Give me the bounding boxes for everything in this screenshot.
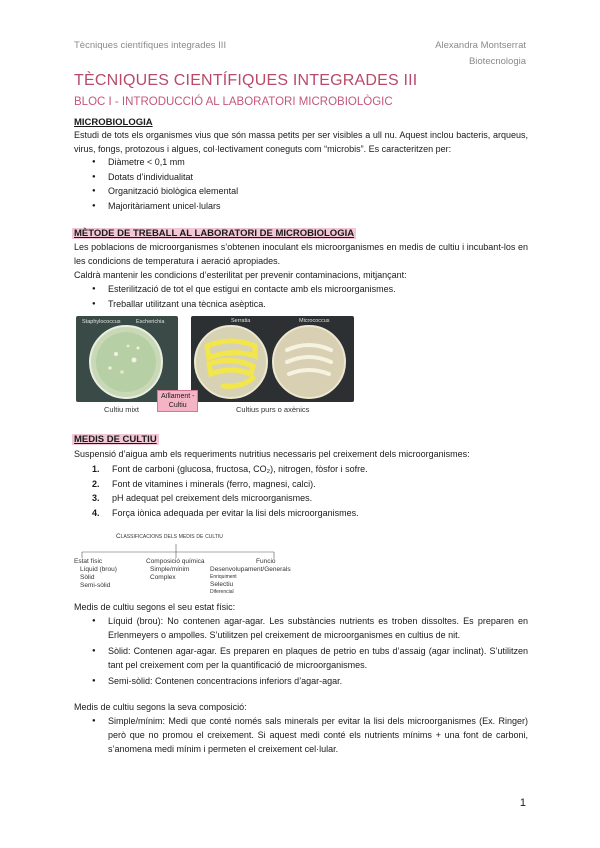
diagram-title: Classificacions dels medis de cultiu <box>116 533 223 540</box>
diagram-item: Desenvolupament/Generals <box>210 566 291 573</box>
diagram-col-chemical-head: Composició química <box>146 558 205 565</box>
diagram-col-function-head: Funció <box>256 558 276 565</box>
list-item: 2. Font de vitamines i minerals (ferro, magnesi, calci). <box>92 478 316 489</box>
page-title: TÈCNIQUES CIENTÍFIQUES INTEGRADES III <box>74 72 418 89</box>
plate-label: Micrococcus <box>299 318 330 324</box>
diagram-item: Enriquiment <box>210 574 237 580</box>
isolation-tag-line1: Aïllament - <box>161 393 195 400</box>
composicio-intro: Medis de cultiu segons la seva composició: <box>74 702 247 712</box>
diagram-item: Semi-sòlid <box>80 582 111 589</box>
list-item: ● Dotats d’individualitat <box>92 170 238 185</box>
isolation-tag <box>157 390 198 412</box>
section-metode-heading: MÈTODE DE TREBALL AL LABORATORI DE MICROBIOLOGIA <box>74 228 355 239</box>
microbiologia-text: Estudi de tots els organismes vius que són massa petits per ser visibles a ull nu. Aquest inclou bacteris, arqueus, virus, fongs, protozous i algues, col·lectivament coneguts com “microbis”. Es caracteritzen per: <box>74 130 528 154</box>
list-item: ● Líquid (brou): No contenen agar-agar. Les substàncies nutrients es troben dissoltes. Es preparen en Erlenmeyers o ampolles. S’utilitzen pel creixement de microorganismes en cultius de nit. <box>92 614 528 642</box>
diagram-item: Selectiu <box>210 581 234 588</box>
header-author: Alexandra Montserrat <box>435 40 526 51</box>
metode-text-2: Caldrà mantenir les condicions d’esterilitat per prevenir contaminacions, mitjançant: <box>74 270 407 280</box>
list-item: ● Esterilització de tot el que estigui en contacte amb els microorganismes. <box>92 282 396 297</box>
list-item: 4. Força iònica adequada per evitar la lisi dels microorganismes. <box>92 507 359 518</box>
mixed-culture-caption: Cultiu mixt <box>104 405 140 414</box>
metode-list <box>92 282 396 311</box>
header-program: Biotecnologia <box>468 56 526 67</box>
isolation-tag-line2: Cultiu <box>168 402 187 409</box>
section-medis-heading: MEDIS DE CULTIU <box>74 434 157 445</box>
composicio-list <box>92 714 528 758</box>
list-item: ● Majoritàriament unicel·lulars <box>92 199 238 214</box>
estat-list <box>92 614 528 690</box>
list-item: ● Sòlid: Contenen agar-agar. Es preparen en plaques de petrio en tubs d’assaig (agar inclinat). S’utilitzen tant pel creixement com per la quantificació de microorganismes. <box>92 644 528 672</box>
microbiologia-list <box>92 155 238 213</box>
list-item: ● Simple/mínim: Medi que conté només sals minerals per evitar la lisi dels microorganismes (Ex. Ringer) però que no promou el creixement. Si aquest medi conté els nutrients mínims + una font de carboni, s’anomena medi mínim i permeten el creixement cel·lular. <box>92 714 528 756</box>
plate-label: Escherichia <box>136 319 165 325</box>
medis-list <box>92 462 368 520</box>
list-item: ● Treballar utilitzant una tècnica asèptica. <box>92 297 396 312</box>
list-item: ● Organització biològica elemental <box>92 184 238 199</box>
plate-label: Staphylococcus <box>82 319 121 325</box>
diagram-item: Simple/mínim <box>150 566 190 573</box>
list-item: 3. pH adequat pel creixement dels microorganismes. <box>92 493 313 503</box>
list-item: ● Semi-sòlid: Contenen concentracions inferiors d’agar-agar. <box>92 674 528 688</box>
page-number: 1 <box>519 797 526 809</box>
list-item: ● Diàmetre < 0,1 mm <box>92 155 238 170</box>
header-doc-title: Tècniques científiques integrades III <box>74 40 227 51</box>
diagram-item: Líquid (brou) <box>80 566 117 573</box>
diagram-item: Sòlid <box>80 574 95 581</box>
medis-text: Suspensió d’aigua amb els requeriments nutritius necessaris pel creixement dels microorganismes: <box>74 449 470 459</box>
pure-cultures-caption: Cultius purs o axènics <box>236 405 310 414</box>
diagram-item: Diferencial <box>210 589 234 595</box>
diagram-item: Complex <box>150 574 176 581</box>
plate-label: Serratia <box>231 318 251 324</box>
estat-intro: Medis de cultiu segons el seu estat físic: <box>74 602 236 612</box>
pure-cultures-photo <box>191 316 354 402</box>
diagram-col-physical-head: Estat físic <box>74 558 103 565</box>
section-microbiologia-heading: MICROBIOLOGIA <box>74 117 153 128</box>
metode-text-1: Les poblacions de microorganismes s’obtenen inoculant els microorganismes en medis de cultiu i incubant-los en les condicions de temperatura i aeració apropiades. <box>74 242 528 266</box>
bloc-heading: BLOC I - INTRODUCCIÓ AL LABORATORI MICROBIOLÒGIC <box>74 96 393 108</box>
list-item: 1. Font de carboni (glucosa, fructosa, CO₂), nitrogen, fòsfor i sofre. <box>92 464 368 474</box>
